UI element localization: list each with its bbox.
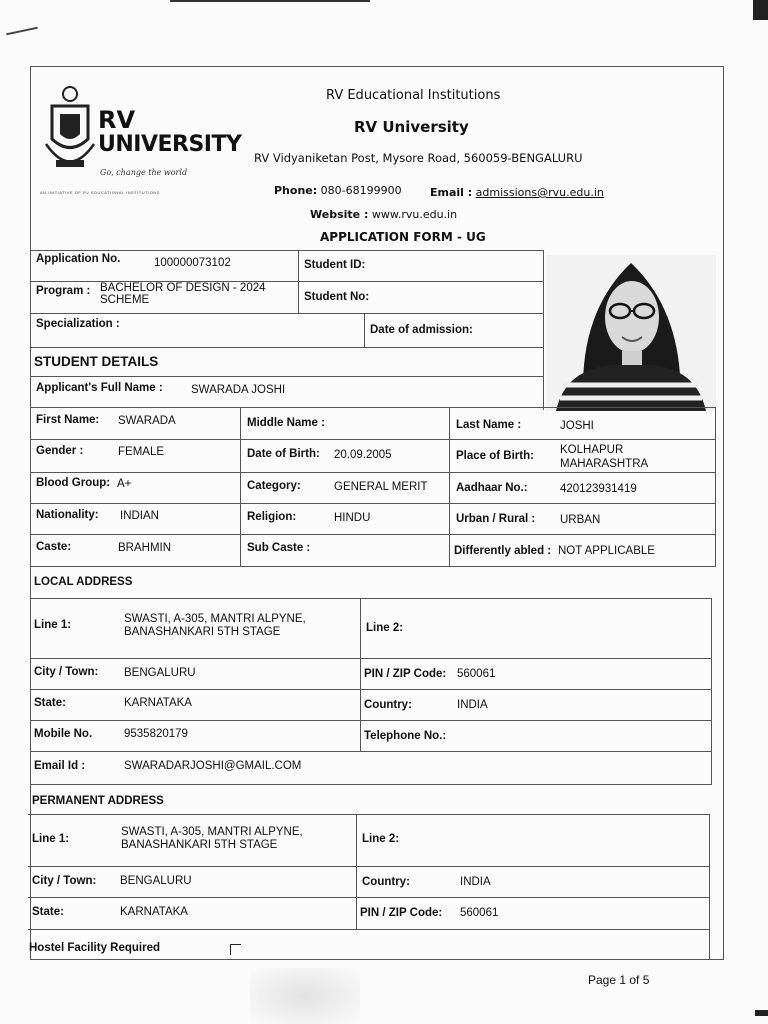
- perm-country-label: Country:: [362, 876, 410, 888]
- program-label: Program :: [36, 285, 91, 297]
- perm-line2-label: Line 2:: [362, 833, 400, 845]
- local-state-label: State:: [34, 697, 66, 709]
- full-name-value: SWARADA JOSHI: [191, 384, 286, 396]
- aadhaar-value: 420123931419: [560, 483, 637, 495]
- urban-rural-value: URBAN: [560, 514, 601, 526]
- last-name-value: JOSHI: [560, 420, 594, 432]
- email-id-value: SWARADARJOSHI@GMAIL.COM: [124, 760, 302, 772]
- application-no-value: 100000073102: [154, 257, 231, 269]
- last-name-label: Last Name :: [456, 419, 522, 431]
- email-id-label: Email Id :: [34, 760, 86, 772]
- local-state-value: KARNATAKA: [124, 697, 192, 709]
- aadhaar-label: Aadhaar No.:: [456, 482, 528, 494]
- rule: [240, 407, 241, 566]
- rule: [30, 598, 712, 599]
- student-photo: [546, 255, 716, 411]
- rule: [28, 866, 710, 867]
- scan-mark-left: [6, 27, 38, 36]
- local-country-value: INDIA: [457, 699, 488, 711]
- hostel-facility-label: Hostel Facility Required: [29, 942, 161, 954]
- rule: [28, 814, 710, 815]
- program-value-2: SCHEME: [100, 294, 150, 306]
- sub-caste-label: Sub Caste :: [247, 542, 311, 554]
- rule: [30, 376, 544, 377]
- email-value[interactable]: admissions@rvu.edu.in: [475, 186, 604, 199]
- email-label: Email :: [430, 186, 473, 199]
- local-line1-value-b: BANASHANKARI 5TH STAGE: [124, 626, 281, 638]
- website-value[interactable]: www.rvu.edu.in: [371, 208, 458, 221]
- category-value: GENERAL MERIT: [334, 481, 428, 493]
- website-label: Website :: [310, 208, 369, 221]
- logo-rv: RV: [98, 106, 136, 134]
- rule: [711, 598, 712, 784]
- rule: [30, 250, 544, 251]
- perm-line1-label: Line 1:: [32, 833, 70, 845]
- pob-value-1: KOLHAPUR: [560, 444, 624, 456]
- phone-line: [274, 184, 402, 197]
- scan-mark-top: [170, 0, 370, 2]
- rule: [28, 897, 710, 898]
- differently-abled-value: NOT APPLICABLE: [558, 545, 655, 557]
- date-of-admission-label: Date of admission:: [370, 324, 473, 336]
- scan-mark-bottom-right: [755, 1010, 768, 1016]
- religion-value: HINDU: [334, 512, 371, 524]
- local-line2-label: Line 2:: [366, 622, 404, 634]
- email-line: [430, 186, 604, 199]
- hostel-checkbox[interactable]: [230, 944, 241, 955]
- scan-mark-right: [753, 0, 768, 20]
- rule: [30, 689, 712, 690]
- website-line: [310, 208, 457, 221]
- caste-label: Caste:: [36, 541, 72, 553]
- full-name-label: Applicant's Full Name :: [36, 382, 163, 394]
- rule: [356, 814, 357, 929]
- rule: [30, 751, 712, 752]
- category-label: Category:: [247, 480, 301, 492]
- nationality-value: INDIAN: [120, 510, 159, 522]
- rule: [709, 814, 710, 960]
- middle-name-label: Middle Name :: [247, 417, 325, 429]
- urban-rural-label: Urban / Rural :: [456, 513, 536, 525]
- logo-university: UNIVERSITY: [98, 132, 242, 157]
- local-country-label: Country:: [364, 699, 412, 711]
- rule: [715, 407, 716, 566]
- perm-city-value: BENGALURU: [120, 875, 192, 887]
- nationality-label: Nationality:: [36, 509, 99, 521]
- caste-value: BRAHMIN: [118, 542, 172, 554]
- rule: [298, 250, 299, 313]
- application-no-label: Application No.: [36, 253, 121, 265]
- scan-smudge: [250, 968, 360, 1024]
- student-details-title: STUDENT DETAILS: [34, 354, 159, 369]
- program-value-1: BACHELOR OF DESIGN - 2024: [100, 282, 266, 294]
- student-id-label: Student ID:: [304, 259, 366, 271]
- pob-value-2: MAHARASHTRA: [560, 458, 649, 470]
- gender-value: FEMALE: [118, 446, 165, 458]
- perm-pin-value: 560061: [460, 907, 499, 919]
- local-line1-value-a: SWASTI, A-305, MANTRI ALPYNE,: [124, 613, 306, 625]
- specialization-label: Specialization :: [36, 318, 120, 330]
- student-portrait-icon: [546, 255, 716, 411]
- phone-label: Phone:: [274, 184, 318, 197]
- rule: [364, 313, 365, 347]
- phone-value: 080-68199900: [320, 184, 402, 197]
- gender-label: Gender :: [36, 445, 84, 457]
- rule: [28, 929, 710, 930]
- permanent-address-title: PERMANENT ADDRESS: [32, 795, 164, 807]
- rule: [30, 534, 716, 535]
- dob-label: Date of Birth:: [247, 448, 320, 460]
- perm-pin-label: PIN / ZIP Code:: [360, 907, 443, 919]
- rule: [30, 407, 716, 408]
- perm-city-label: City / Town:: [32, 875, 97, 887]
- telephone-label: Telephone No.:: [364, 730, 447, 742]
- institution-name: RV Educational Institutions: [326, 88, 501, 103]
- form-title: APPLICATION FORM - UG: [320, 230, 486, 244]
- university-logo: [40, 84, 242, 199]
- perm-country-value: INDIA: [460, 876, 491, 888]
- perm-line1-value-a: SWASTI, A-305, MANTRI ALPYNE,: [121, 826, 303, 838]
- rule: [30, 313, 544, 314]
- rule: [30, 784, 712, 785]
- blood-group-label: Blood Group:: [36, 477, 111, 489]
- rule: [30, 472, 716, 473]
- perm-line1-value-b: BANASHANKARI 5TH STAGE: [121, 839, 278, 851]
- rule: [30, 439, 716, 440]
- local-address-title: LOCAL ADDRESS: [34, 576, 133, 588]
- rule: [30, 503, 716, 504]
- rule: [543, 250, 544, 410]
- dob-value: 20.09.2005: [334, 449, 392, 461]
- mobile-value: 9535820179: [124, 728, 188, 740]
- first-name-label: First Name:: [36, 414, 100, 426]
- logo-tagline: Go, change the world: [100, 168, 188, 177]
- local-line1-label: Line 1:: [34, 619, 72, 631]
- mobile-label: Mobile No.: [34, 728, 93, 740]
- crest-icon: [42, 84, 98, 174]
- page-number: Page 1 of 5: [588, 973, 650, 987]
- perm-state-value: KARNATAKA: [120, 906, 188, 918]
- differently-abled-label: Differently abled :: [454, 545, 552, 557]
- local-city-value: BENGALURU: [124, 667, 196, 679]
- local-pin-value: 560061: [457, 668, 496, 680]
- perm-state-label: State:: [32, 906, 64, 918]
- local-pin-label: PIN / ZIP Code:: [364, 668, 447, 680]
- university-address: RV Vidyaniketan Post, Mysore Road, 560059-BENGALURU: [254, 151, 583, 165]
- rule: [449, 407, 450, 566]
- pob-label: Place of Birth:: [456, 450, 534, 462]
- local-city-label: City / Town:: [34, 666, 99, 678]
- logo-subline: AN INITIATIVE OF RV EDUCATIONAL INSTITUTIONS: [40, 190, 160, 195]
- rule: [30, 347, 544, 348]
- religion-label: Religion:: [247, 511, 297, 523]
- rule: [360, 598, 361, 751]
- rule: [30, 658, 712, 659]
- university-name: RV University: [354, 118, 469, 136]
- blood-group-value: A+: [117, 478, 132, 490]
- first-name-value: SWARADA: [118, 415, 176, 427]
- student-no-label: Student No:: [304, 291, 370, 303]
- rule: [30, 720, 712, 721]
- rule: [30, 566, 716, 567]
